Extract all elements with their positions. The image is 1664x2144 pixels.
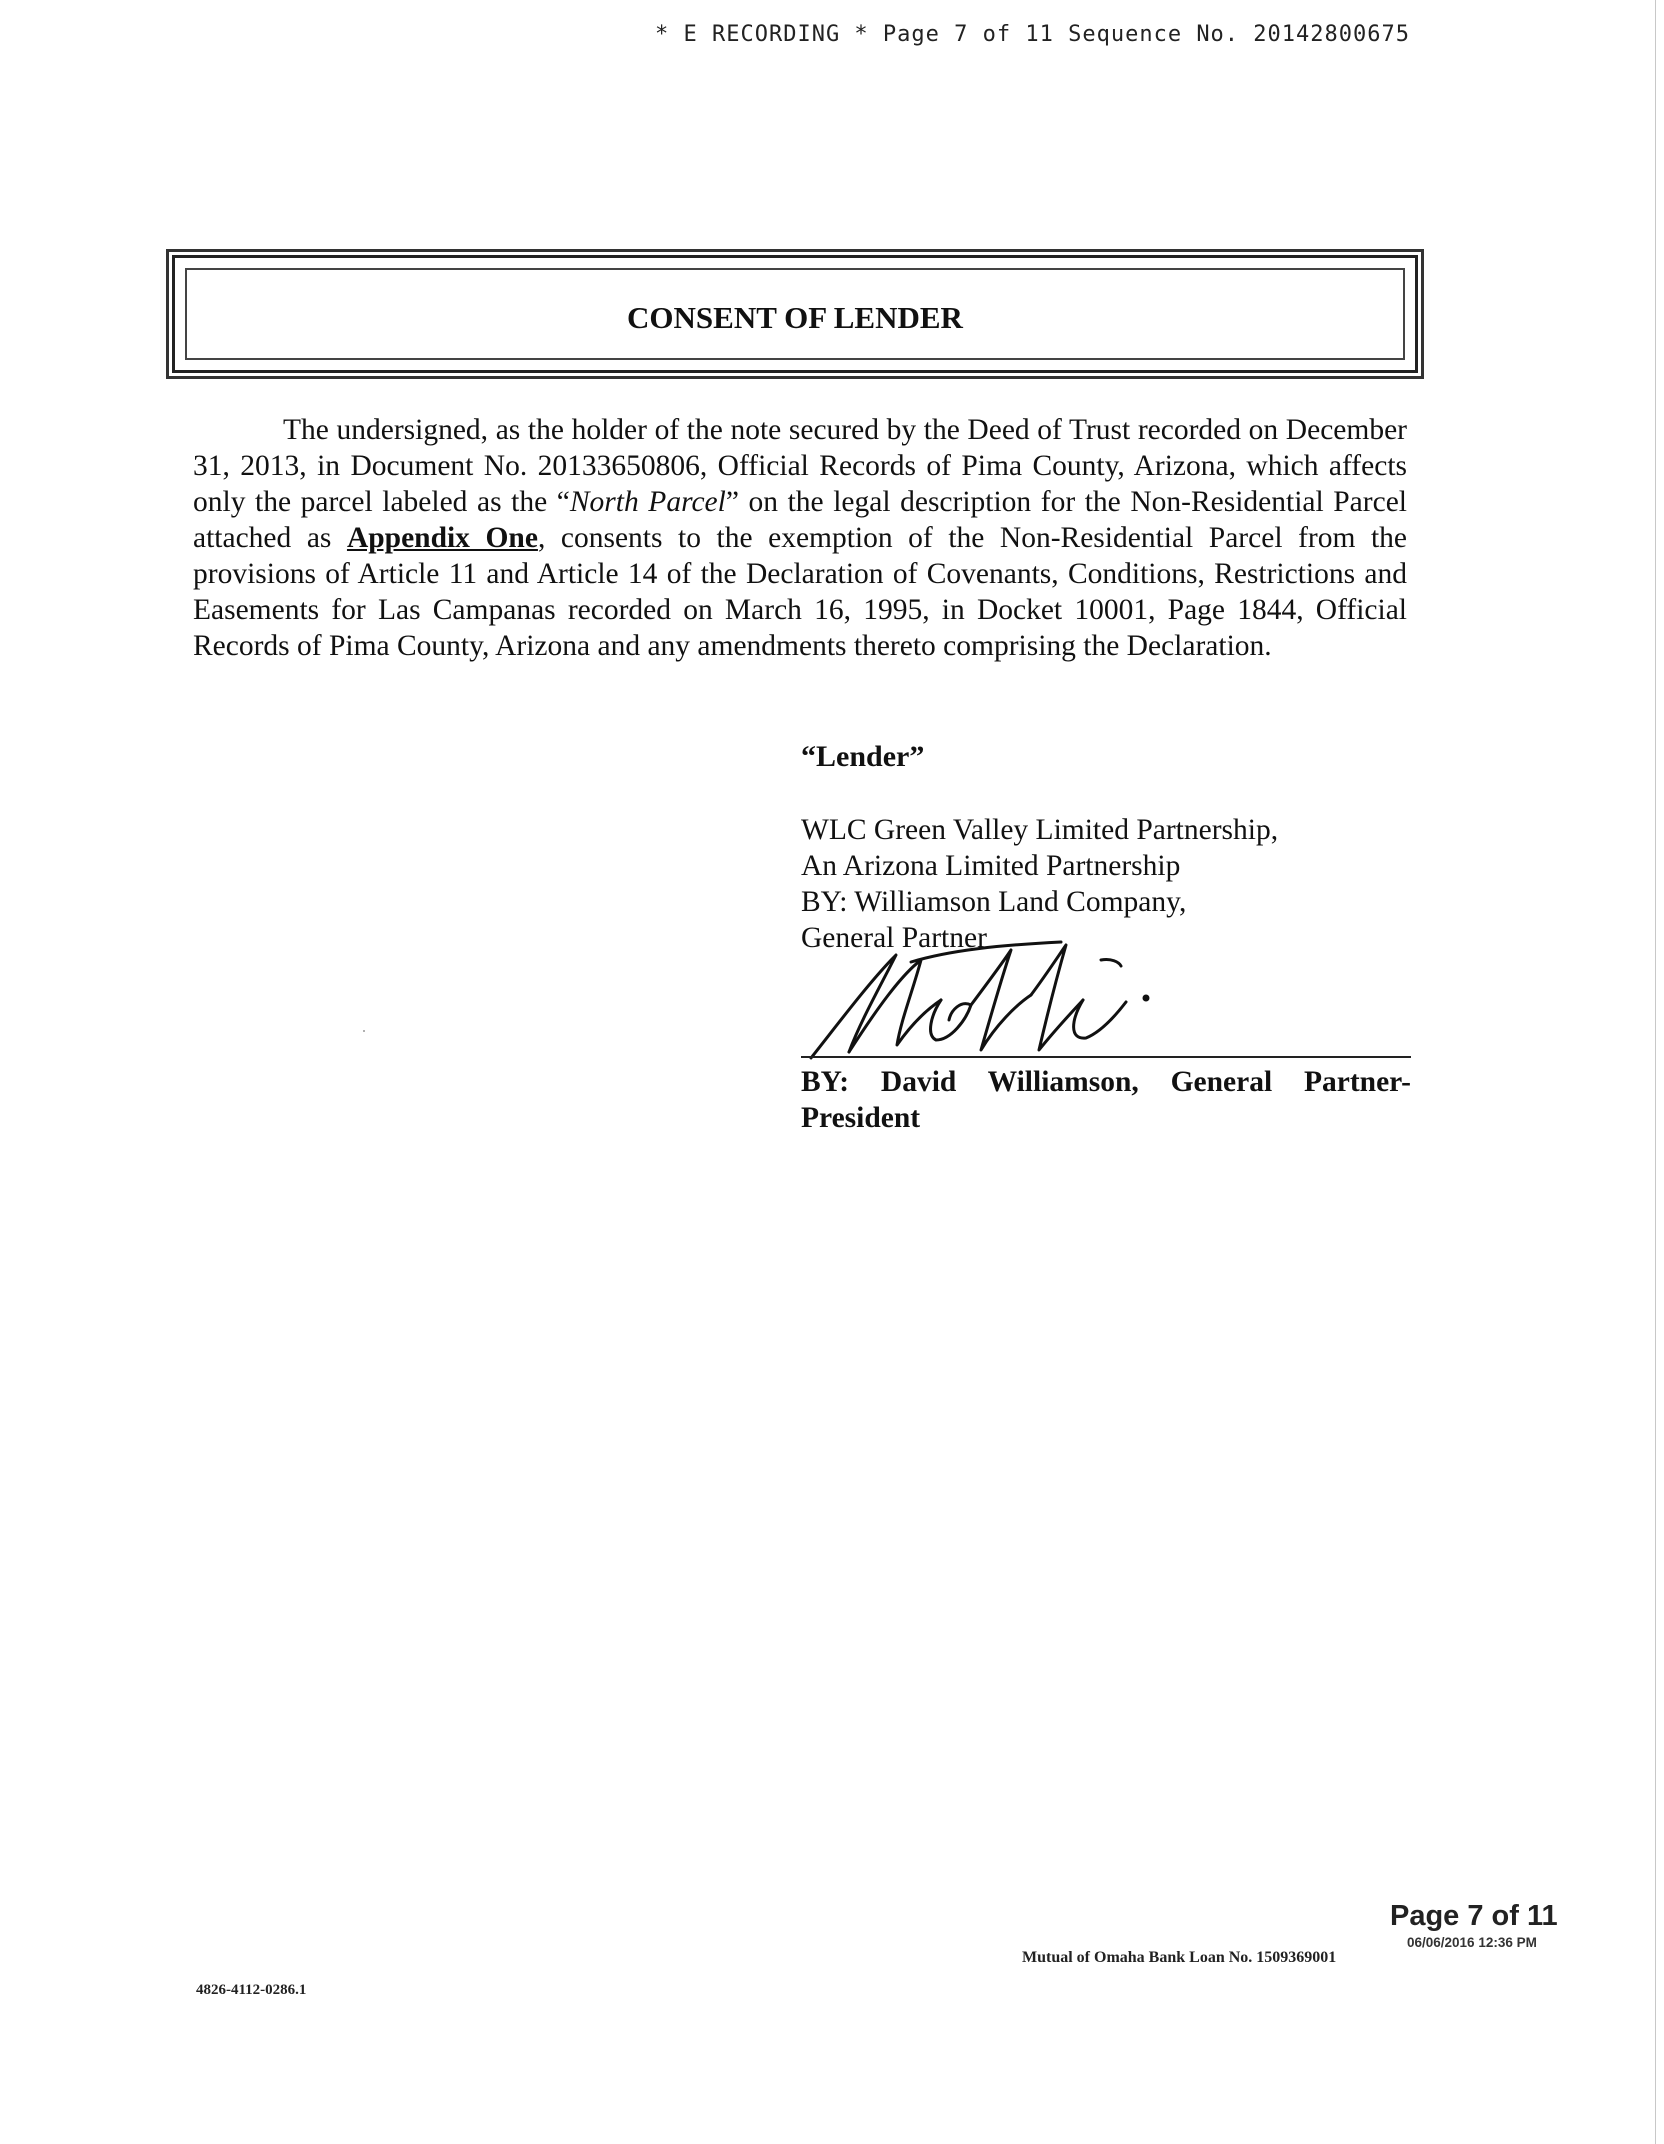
page-title: CONSENT OF LENDER <box>627 300 963 335</box>
paragraph-text-part1: The undersigned, as the holder of the note secured by the Deed of Trust recorded on December 31, 2013, in Document No. 20133650806, Official Records of Pima County, Arizona, which affects only the parcel labeled as the “ <box>193 414 1407 518</box>
appendix-reference: Appendix One <box>346 522 538 554</box>
signature-icon <box>801 940 1411 1065</box>
north-parcel-term: North Parcel <box>569 486 726 518</box>
recording-header: * E RECORDING * Page 7 of 11 Sequence No. 20142800675 <box>655 22 1410 47</box>
footer-loan-number: Mutual of Omaha Bank Loan No. 1509369001 <box>1022 1949 1337 1966</box>
scan-speck <box>363 1030 365 1032</box>
consent-paragraph <box>193 412 1407 664</box>
footer-page-number: Page 7 of 11 <box>1390 1900 1558 1932</box>
lender-label: “Lender” <box>801 740 925 773</box>
paragraph-text-part2: ” on the legal description for the Non-Residential Parcel attached as <box>193 486 1407 554</box>
signature-block <box>801 740 1411 956</box>
general-partner-line: BY: Williamson Land Company, <box>801 886 1187 918</box>
signature-line <box>801 1056 1411 1058</box>
entity-name-line: WLC Green Valley Limited Partnership, <box>801 814 1279 846</box>
scan-edge-line <box>1655 0 1656 2144</box>
footer-timestamp: 06/06/2016 12:36 PM <box>1407 1935 1537 1950</box>
handwritten-signature <box>801 940 1411 1065</box>
entity-type-line: An Arizona Limited Partnership <box>801 850 1181 882</box>
signer-name-line: BY: David Williamson, General Partner- <box>801 1066 1411 1098</box>
footer-document-id: 4826-4112-0286.1 <box>196 1982 307 1998</box>
general-partner-title-line: General Partner <box>801 922 987 954</box>
title-box <box>172 255 1418 373</box>
signer-title-line: President <box>801 1102 921 1134</box>
paragraph-text-part3: , consents to the exemption of the Non-Residential Parcel from the provisions of Article 11 and Article 14 of the Declaration of Covenants, Conditions, Restrictions and Easements for Las Campanas recorded on March 16, 1995, in Docket 10001, Page 1844, Official Records of Pima County, Arizona and any amendments thereto comprising the Declaration. <box>193 522 1408 662</box>
